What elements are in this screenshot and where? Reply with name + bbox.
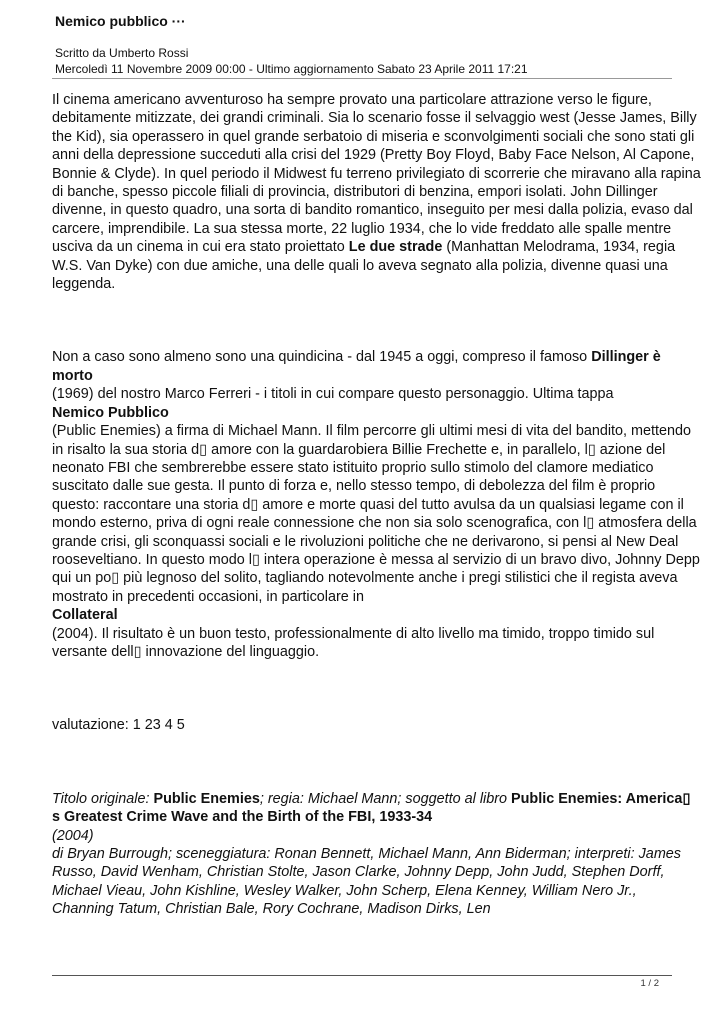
author-line: Scritto da Umberto Rossi — [55, 46, 189, 60]
header-divider — [52, 78, 672, 79]
rating: valutazione: 1 23 4 5 — [52, 717, 185, 734]
page-title: Nemico pubblico ··· — [55, 13, 186, 29]
paragraph-intro: Il cinema americano avventuroso ha sempre provato una particolare attrazione verso le figure, debitamente mitizzate, dei grandi criminali. Sia lo scenario fosse il selvaggio west (Jesse James, Billy the Kid), sia operassero in quel grande serbatoio di miseria e sconvolgimenti sociali che sono stati gli anni della depressione succeduti alla crisi del 1929 (Pretty Boy Floyd, Baby Face Nelson, Al Capone, Bonnie & Clyde). In quel periodo il Midwest fu terreno privilegiato di scorrerie che miravano alla rapina di banche, spesso piccole filiali di provincia, distributori di benzina, empori isolati. John Dillinger divenne, in questo quadro, una sorta di bandito romantico, inseguito per mesi dalla polizia, evaso dal carcere, imprendibile. La sua stessa morte, 22 luglio 1934, che lo vide freddato alle spalle mentre usciva da un cinema in cui era stato proiettato Le due strade (Manhattan Melodrama, 1934, regia W.S. Van Dyke) con due amiche, una delle quali lo aveva segnato alla polizia, divenne quasi una leggenda. — [52, 92, 701, 293]
article-meta — [55, 45, 528, 77]
paragraph-review: Non a caso sono almeno sono una quindicina - dal 1945 a oggi, compreso il famoso Dillinger è morto (1969) del nostro Marco Ferreri - i titoli in cui compare questo personaggio. Ultima tappa Nemico Pubblico (Public Enemies) a firma di Michael Mann. Il film percorre gli ultimi mesi di vita del bandito, mettendo in risalto la sua storia d▯ amore con la guardarobiera Billie Frechette e, in parallelo, l▯ azione del neonato FBI che sembrerebbe essere stato istituito proprio sullo stimolo del clamore mediatico suscitato dalle sue gesta. Il punto di forza e, nello stesso tempo, di debolezza del film è proprio questo: raccontare una storia d▯ amore e morte quasi del tutto avulsa da un qualsiasi legame con il mondo esterno, priva di ogni reale connessione che non sia solo scenografica, con l▯ atmosfera della grande crisi, gli sconquassi sociali e le rivoluzioni politiche che ne derivarono, si pensi al New Deal rooseveltiano. In questo modo l▯ intera operazione è messa al servizio di un bravo divo, Johnny Depp qui un po▯ più legnoso del solito, tagliando notevolmente anche i pregi stilistici che il regista aveva mostrato in precedenti occasioni, in particolare in Collateral (2004). Il risultato è un buon testo, professionalmente di alto livello ma timido, troppo timido sul versante dell▯ innovazione del linguaggio. — [52, 349, 700, 660]
film-title-dillinger: Dillinger è morto — [52, 349, 661, 384]
page-number: 1 / 2 — [640, 978, 659, 989]
film-credits: Titolo originale: Public Enemies; regia: Michael Mann; soggetto al libro Public Enemies: America▯ s Greatest Crime Wave and the Birth of the FBI, 1933-34 (2004) di Bryan Burrough; sceneggiatura: Ronan Bennett, Michael Mann, Ann Biderman; interpreti: James Russo, David Wenham, Christian Stolte, Jason Clarke, Johnny Depp, John Judd, Stephen Dorff, Michael Vieau, John Kishline, Wesley Walker, John Scherp, Elena Kenney, William Nero Jr., Channing Tatum, Christian Bale, Rory Cochrane, Madison Dirks, Len — [52, 790, 691, 918]
film-title-le-due-strade: Le due strade — [348, 239, 443, 256]
footer-divider — [52, 975, 672, 976]
film-title-nemico-pubblico: Nemico Pubblico — [52, 404, 169, 421]
date-line: Mercoledì 11 Novembre 2009 00:00 - Ultimo aggiornamento Sabato 23 Aprile 2011 17:21 — [55, 62, 528, 76]
article-body — [52, 91, 702, 919]
film-title-collateral: Collateral — [52, 607, 118, 624]
